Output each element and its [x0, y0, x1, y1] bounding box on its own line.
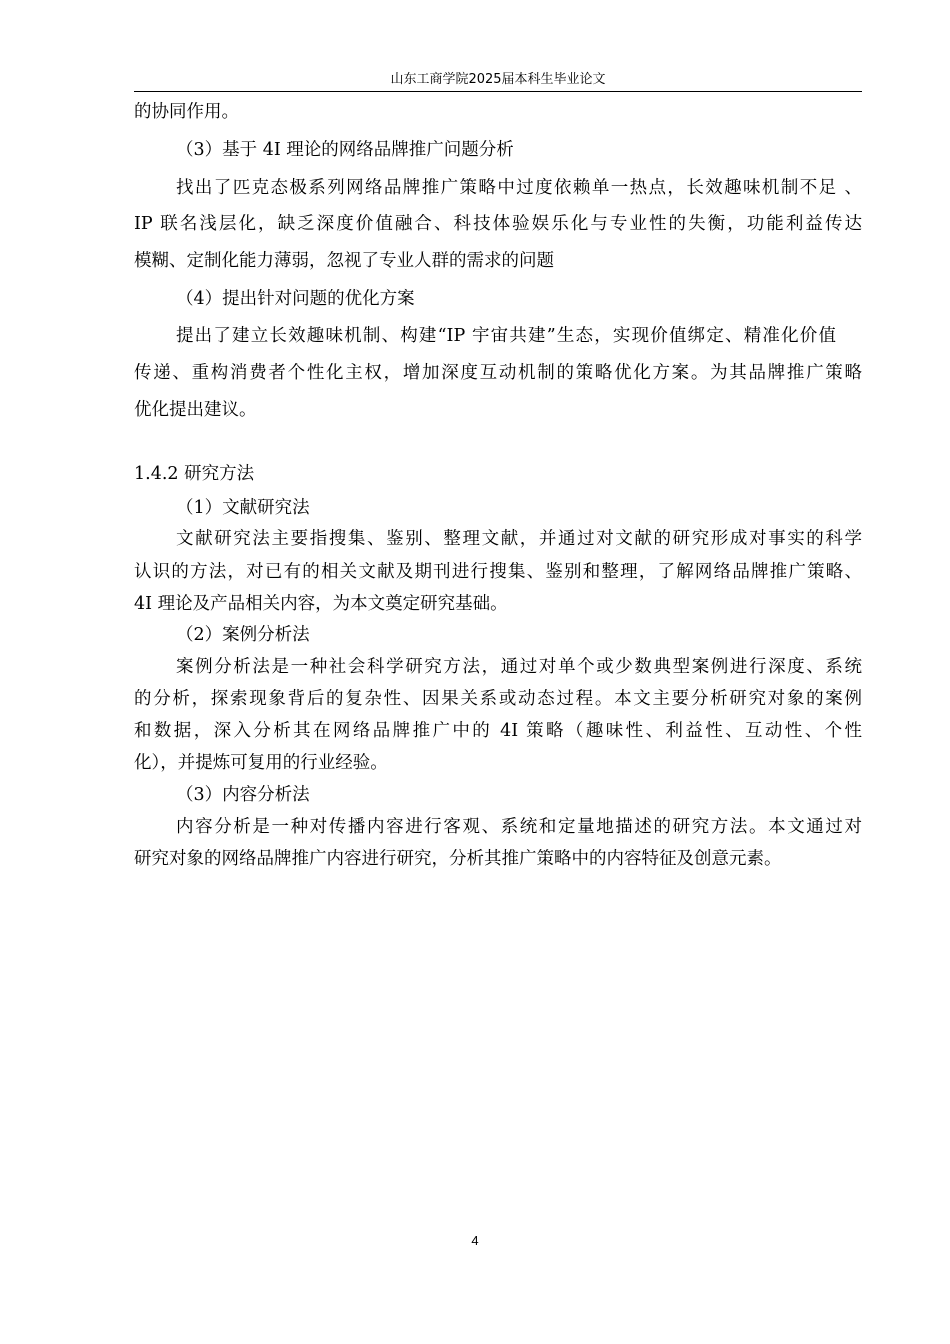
subheading: （3）基于 4I 理论的网络品牌推广问题分析: [176, 140, 514, 160]
text-line: 传递、重构消费者个性化主权，增加深度互动机制的策略优化方案。为其品牌推广策略: [134, 363, 862, 383]
text-line: 文献研究法主要指搜集、鉴别、整理文献，并通过对文献的研究形成对事实的科学: [176, 529, 862, 549]
text-line: 模糊、定制化能力薄弱，忽视了专业人群的需求的问题: [134, 251, 554, 271]
subheading: （2）案例分析法: [176, 625, 310, 645]
header-rule: [134, 91, 862, 92]
subheading: （3）内容分析法: [176, 785, 310, 805]
text-line: 提出了建立长效趣味机制、构建“IP 宇宙共建”生态，实现价值绑定、精准化价值: [176, 326, 836, 346]
subheading: （1）文献研究法: [176, 498, 310, 518]
text-line: 和数据，深入分析其在网络品牌推广中的 4I 策略（趣味性、利益性、互动性、个性: [134, 721, 862, 741]
text-line: 的协同作用。: [134, 102, 239, 122]
text-line: 内容分析是一种对传播内容进行客观、系统和定量地描述的研究方法。本文通过对: [176, 817, 862, 837]
page-header-title: 山东工商学院2025届本科生毕业论文: [390, 72, 606, 87]
subheading: （4）提出针对问题的优化方案: [176, 289, 415, 309]
text-line: IP 联名浅层化，缺乏深度价值融合、科技体验娱乐化与专业性的失衡，功能利益传达: [134, 214, 862, 234]
text-line: 案例分析法是一种社会科学研究方法，通过对单个或少数典型案例进行深度、系统: [176, 657, 862, 677]
text-line: 的分析，探索现象背后的复杂性、因果关系或动态过程。本文主要分析研究对象的案例: [134, 689, 862, 709]
text-line: 化），并提炼可复用的行业经验。: [134, 753, 388, 773]
text-line: 4I 理论及产品相关内容，为本文奠定研究基础。: [134, 594, 508, 614]
text-line: 认识的方法，对已有的相关文献及期刊进行搜集、鉴别和整理，了解网络品牌推广策略、: [134, 562, 862, 582]
text-line: 研究对象的网络品牌推广内容进行研究，分析其推广策略中的内容特征及创意元素。: [134, 849, 782, 869]
page-number: 4: [471, 1233, 479, 1248]
text-line: 优化提出建议。: [134, 400, 257, 420]
text-line: 找出了匹克态极系列网络品牌推广策略中过度依赖单一热点，长效趣味机制不足 、: [176, 178, 862, 198]
section-heading: 1.4.2 研究方法: [134, 464, 255, 484]
